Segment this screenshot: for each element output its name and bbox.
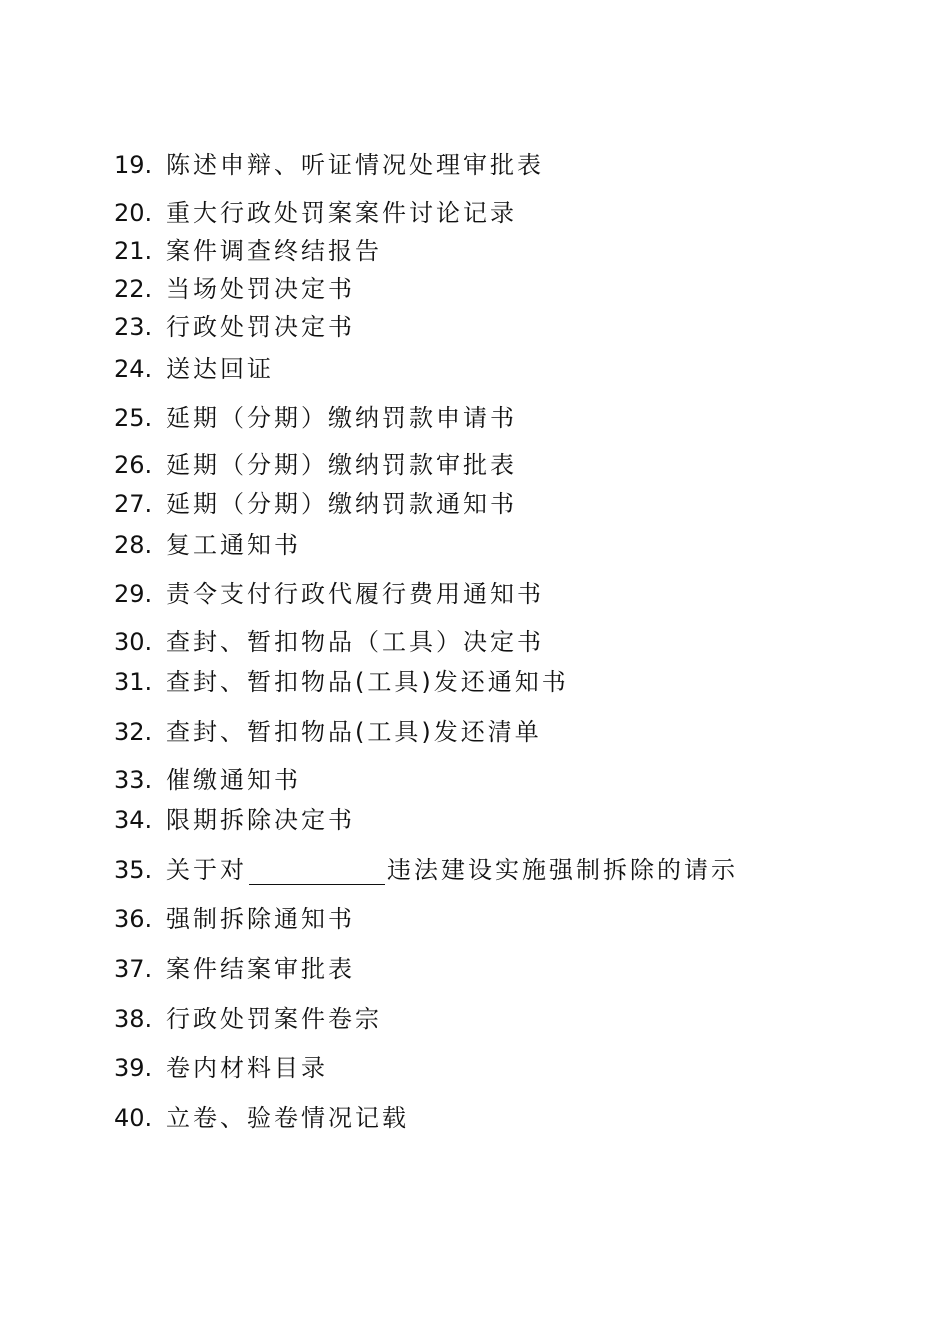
item-text: 延期（分期）缴纳罚款通知书: [166, 490, 517, 518]
list-item: [114, 489, 517, 519]
item-number: 22.: [114, 275, 153, 303]
item-text: 催缴通知书: [166, 766, 301, 794]
item-text: 责令支付行政代履行费用通知书: [166, 580, 544, 608]
item-text: 强制拆除通知书: [166, 905, 355, 933]
document-item-list: [114, 0, 834, 1344]
list-item: [114, 904, 355, 934]
list-item: [114, 236, 382, 266]
item-number: 21.: [114, 237, 153, 265]
item-number: 32.: [114, 718, 153, 746]
list-item: [114, 530, 301, 560]
list-item: [114, 1103, 409, 1133]
list-item: [114, 198, 517, 228]
fill-in-blank: [249, 856, 385, 885]
item-text: 查封、暂扣物品(工具)发还清单: [166, 718, 542, 746]
item-text: 卷内材料目录: [166, 1054, 328, 1082]
item-number: 24.: [114, 355, 153, 383]
item-text: 限期拆除决定书: [166, 806, 355, 834]
item-number: 37.: [114, 955, 153, 983]
list-item: [114, 765, 301, 795]
item-number: 38.: [114, 1005, 153, 1033]
item-text-after: 违法建设实施强制拆除的请示: [387, 856, 738, 884]
item-number: 35.: [114, 856, 153, 884]
list-item: [114, 274, 355, 304]
item-number: 25.: [114, 404, 153, 432]
list-item: [114, 579, 544, 609]
item-text: 行政处罚决定书: [166, 313, 355, 341]
item-number: 26.: [114, 451, 153, 479]
list-item: [114, 312, 355, 342]
item-number: 30.: [114, 628, 153, 656]
item-text: 立卷、验卷情况记载: [166, 1104, 409, 1132]
item-number: 40.: [114, 1104, 153, 1132]
list-item: [114, 627, 544, 657]
item-text: 送达回证: [166, 355, 274, 383]
item-text: 案件调查终结报告: [166, 237, 382, 265]
item-number: 29.: [114, 580, 153, 608]
list-item: [114, 1053, 328, 1083]
item-number: 34.: [114, 806, 153, 834]
item-text: 行政处罚案件卷宗: [166, 1005, 382, 1033]
item-text: 延期（分期）缴纳罚款审批表: [166, 451, 517, 479]
item-number: 20.: [114, 199, 153, 227]
item-number: 28.: [114, 531, 153, 559]
list-item: [114, 954, 355, 984]
item-number: 39.: [114, 1054, 153, 1082]
item-number: 23.: [114, 313, 153, 341]
item-number: 36.: [114, 905, 153, 933]
list-item: [114, 717, 542, 747]
item-number: 33.: [114, 766, 153, 794]
list-item: [114, 855, 738, 885]
list-item: [114, 805, 355, 835]
list-item: [114, 150, 544, 180]
list-item: [114, 354, 274, 384]
item-text: 复工通知书: [166, 531, 301, 559]
item-text: 陈述申辩、听证情况处理审批表: [166, 151, 544, 179]
item-number: 19.: [114, 151, 153, 179]
item-text: 重大行政处罚案案件讨论记录: [166, 199, 517, 227]
list-item: [114, 403, 517, 433]
item-text: 案件结案审批表: [166, 955, 355, 983]
item-text: 查封、暂扣物品(工具)发还通知书: [166, 668, 569, 696]
list-item: [114, 450, 517, 480]
list-item: [114, 667, 569, 697]
item-text-before: 关于对: [166, 856, 247, 884]
item-number: 27.: [114, 490, 153, 518]
item-text: 查封、暂扣物品（工具）决定书: [166, 628, 544, 656]
list-item: [114, 1004, 382, 1034]
item-number: 31.: [114, 668, 153, 696]
item-text: 当场处罚决定书: [166, 275, 355, 303]
item-text: 延期（分期）缴纳罚款申请书: [166, 404, 517, 432]
